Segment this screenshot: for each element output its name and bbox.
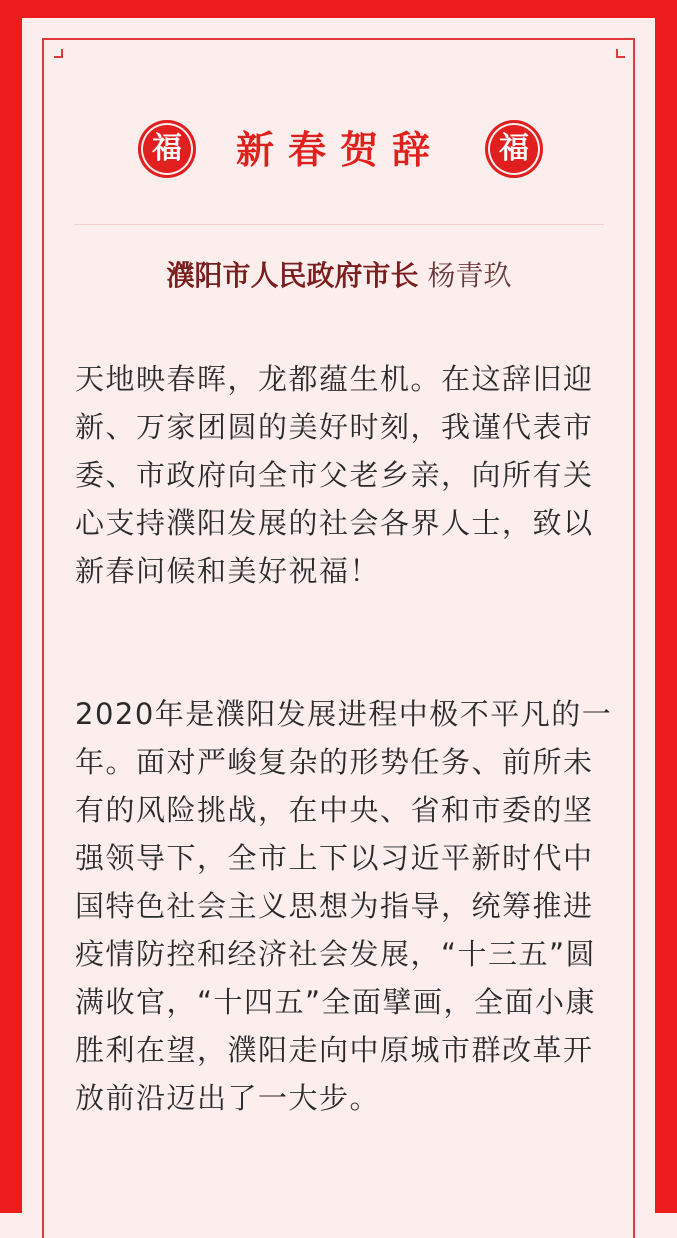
- fu-seal-right-icon: 福: [485, 120, 543, 178]
- page-title: 新春贺辞: [235, 127, 444, 172]
- paragraph-1: 天地映春晖，龙都蕴生机。在这辞旧迎新、万家团圆的美好时刻，我谨代表市委、市政府向全市父老乡亲，向所有关心支持濮阳发展的社会各界人士，致以新春问候和美好祝福！: [75, 362, 594, 588]
- author-line: [74, 252, 604, 300]
- corner-ornament-left: [54, 49, 63, 58]
- fu-seal-left-icon: 福: [138, 120, 196, 178]
- author-office: 濮阳市人民政府市长: [166, 259, 419, 292]
- paragraph-2: 2020年是濮阳发展进程中极不平凡的一年。面对严峻复杂的形势任务、前所未有的风险挑战，在中央、省和市委的坚强领导下，全市上下以习近平新时代中国特色社会主义思想为指导，统筹推进疫情防控和经济社会发展，“十三五”圆满收官，“十四五”全面擘画，全面小康胜利在望，濮阳走向中原城市群改革开放前沿迈出了一大步。: [75, 697, 613, 1115]
- title-divider: [74, 224, 604, 225]
- author-name: 杨青玖: [427, 259, 512, 292]
- corner-ornament-right: [616, 49, 625, 58]
